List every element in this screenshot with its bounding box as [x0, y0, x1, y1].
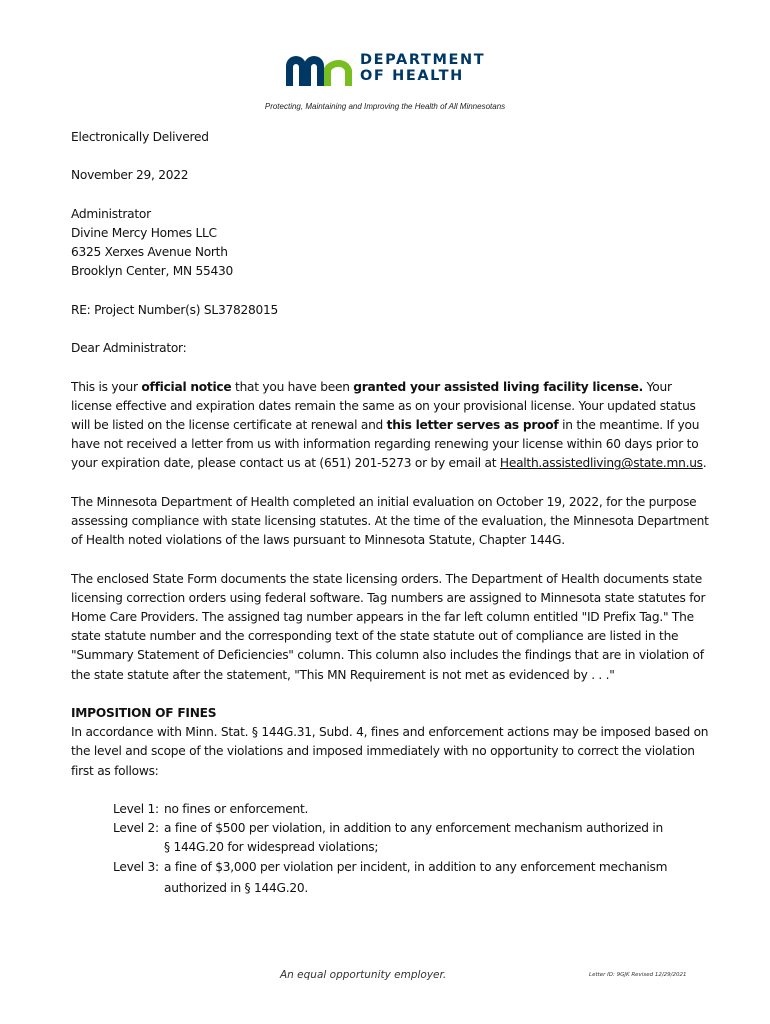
fines-heading — [71, 704, 711, 723]
paragraph-license-notice — [71, 378, 711, 474]
recipient-title: Administrator — [71, 206, 151, 221]
recipient-company: Divine Mercy Homes LLC — [71, 225, 217, 240]
p1-bold-3: this letter serves as proof — [386, 417, 559, 432]
fines-intro: In accordance with Minn. Stat. § 144G.31, Subd. 4, fines and enforcement actions may be imposed based on the level and scope of the violations and imposed immediately with no opportunity to correct the violation first as follows: — [71, 725, 709, 778]
level-description: a fine of $3,000 per violation per incident, in addition to any enforcement mechanism — [164, 859, 668, 874]
level-description-cont: § 144G.20 for widespread violations; — [164, 840, 379, 855]
logo-line-2: OF HEALTH — [360, 68, 464, 84]
delivery-method: Electronically Delivered — [71, 130, 209, 144]
list-item — [113, 800, 711, 819]
logo-line-1: DEPARTMENT — [360, 52, 486, 68]
level-description-cont: authorized in § 144G.20. — [164, 880, 308, 895]
paragraph-evaluation: The Minnesota Department of Health completed an initial evaluation on October 19, 2022, for the purpose assessing compliance with state licensing statutes. At the time of the evaluation, the Minnesota Department of Health noted violations of the laws pursuant to Minnesota Statute, Chapter 144G. — [71, 494, 709, 548]
tagline: Protecting, Maintaining and Improving the Health of All Minnesotans — [264, 102, 506, 111]
mdh-logo — [284, 52, 494, 88]
p1-text-3: Your license effective and expiration dates remain the same as on your provisional license. Your updated status will be listed on the license certificate at renewal and — [71, 379, 696, 432]
level-description: no fines or enforcement. — [164, 801, 309, 816]
email-link[interactable]: Health.assistedliving@state.mn.us — [499, 456, 703, 471]
fine-levels-list — [113, 800, 711, 898]
p1-text-5: . — [702, 456, 707, 471]
letter-body — [71, 128, 711, 898]
mn-logo-icon — [284, 52, 356, 88]
salutation: Dear Administrator: — [71, 341, 187, 356]
recipient-city: Brooklyn Center, MN 55430 — [71, 264, 234, 279]
level-label: Level 1: — [113, 801, 159, 816]
re-line: RE: Project Number(s) SL37828015 — [71, 302, 278, 317]
p1-text-1: This is your — [71, 379, 142, 394]
p1-bold-1: official notice — [141, 379, 232, 394]
list-item — [113, 819, 711, 857]
fines-section — [71, 704, 711, 781]
letter-date: November 29, 2022 — [71, 168, 189, 183]
p1-bold-2: granted your assisted living facility license. — [353, 379, 644, 394]
p1-text-4: in the meantime. If you have not received a letter from us with information regarding renewing your license within 60 days prior to your expiration date, please contact us at (651) 201-5273 or by email at — [71, 417, 700, 471]
list-item — [113, 858, 711, 898]
level-label: Level 3: — [113, 859, 159, 874]
letter-id: Letter ID: 9GJK Revised 12/29/2021 — [589, 972, 687, 978]
p1-text-2: that you have been — [231, 379, 354, 394]
equal-opportunity-text: An equal opportunity employer. — [280, 969, 447, 981]
level-description: a fine of $500 per violation, in addition to any enforcement mechanism authorized in — [164, 821, 663, 836]
paragraph-state-form: The enclosed State Form documents the state licensing orders. The Department of Health documents state licensing correction orders using federal software. Tag numbers are assigned to Minnesota state statutes for Home Care Providers. The assigned tag number appears in the far left column entitled "ID Prefix Tag." The state statute number and the corresponding text of the state statute out of compliance are listed in the "Summary Statement of Deficiencies" column. This column also includes the findings that are in violation of the state statute after the statement, "This MN Requirement is not met as evidenced by . . ." — [71, 571, 706, 682]
recipient-street: 6325 Xerxes Avenue North — [71, 245, 228, 260]
fines-heading-text: IMPOSITION OF FINES — [71, 705, 217, 720]
recipient-address — [71, 205, 711, 282]
level-label: Level 2: — [113, 821, 159, 836]
